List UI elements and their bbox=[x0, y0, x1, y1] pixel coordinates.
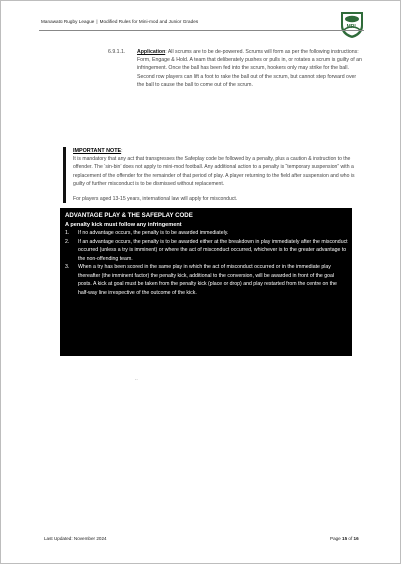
item-number: 2. bbox=[65, 238, 70, 245]
logo-text: MRL bbox=[346, 24, 358, 30]
mrl-logo bbox=[339, 9, 365, 39]
page-header bbox=[41, 19, 341, 24]
advantage-item bbox=[65, 229, 348, 238]
page-current: 15 bbox=[342, 536, 348, 541]
page-of: of bbox=[348, 536, 353, 541]
clause-6-9-1-1 bbox=[108, 48, 363, 89]
header-separator: | bbox=[96, 19, 98, 24]
item-number: 3. bbox=[65, 264, 70, 270]
note-paragraph-2: For players aged 13-15 years, international law will apply for misconduct. bbox=[73, 196, 238, 203]
clause-body bbox=[137, 48, 363, 89]
note-title-suffix: : bbox=[121, 148, 123, 154]
advantage-title: ADVANTAGE PLAY & THE SAFEPLAY CODE bbox=[65, 212, 193, 219]
header-rule bbox=[39, 30, 364, 31]
header-org: Manawatū Rugby League bbox=[41, 19, 95, 24]
item-text: If no advantage occurs, the penalty is to be awarded immediately. bbox=[78, 230, 229, 236]
advantage-subtitle: A penalty kick must follow any infringement bbox=[65, 221, 182, 228]
clause-text: : All scrums are to be de-powered. Scrums will form as per the following instructions: Form, Engage & Hold. A team that deliberately pushes or pulls in, or rotates a scrum is guilty of an infringement. Once the ball has been fed into the scrum, hookers only may strike for the ball. Second row players can lift a foot to rake the ball out of the scrum, but cannot step forward over the ball to cause the ball to come out of the scrum. bbox=[137, 49, 362, 88]
advantage-item bbox=[65, 263, 348, 297]
clause-heading: Application bbox=[137, 49, 166, 55]
item-text: If an advantage occurs, the penalty is to be awarded either at the breakdown in play immediately after the misconduct occurred (unless a try is imminent) or where the act of misconduct occurred, whichever is to the greater advantage to the non-offending team. bbox=[78, 238, 348, 262]
page-total: 16 bbox=[353, 536, 359, 541]
important-note bbox=[63, 147, 363, 203]
note-title: IMPORTANT NOTE bbox=[73, 148, 122, 154]
advantage-list bbox=[65, 229, 348, 297]
stray-mark: .. bbox=[135, 376, 138, 382]
note-paragraph-1: It is mandatory that any act that transgresses the Safeplay code be followed by a penalty, plus a caution & instruction to the offender. The ‘sin-bin’ does not apply to mini-mod football. Any additional action to a penalty is “temporary suspension” with a replacement of the offender for the remainder of that period of play. A player returning to the field after suspension and who is guilty of further misconduct is to be dismissed without replacement. bbox=[73, 156, 355, 187]
advantage-play-box bbox=[60, 208, 352, 356]
item-number: 1. bbox=[65, 230, 70, 236]
item-text: When a try has been scored in the same play in which the act of misconduct occurred or in the immediate play thereafter (the imminent factor) the penalty kick, additional to the conversion, will be awarded in front of the goal posts. A kick at goal must be taken from the penalty kick (place or drop) and play restarted from the centre on the half-way line irrespective of the outcome of the kick. bbox=[78, 264, 337, 296]
footer-last-updated: Last Updated: November 2024 bbox=[44, 536, 107, 541]
page-label: Page bbox=[330, 536, 341, 541]
advantage-item bbox=[65, 238, 348, 264]
clause-number: 6.9.1.1. bbox=[108, 49, 126, 55]
footer-page-number bbox=[330, 536, 359, 541]
header-doc-title: Modified Rules for Mini-mod and Junior Grades bbox=[99, 19, 199, 24]
